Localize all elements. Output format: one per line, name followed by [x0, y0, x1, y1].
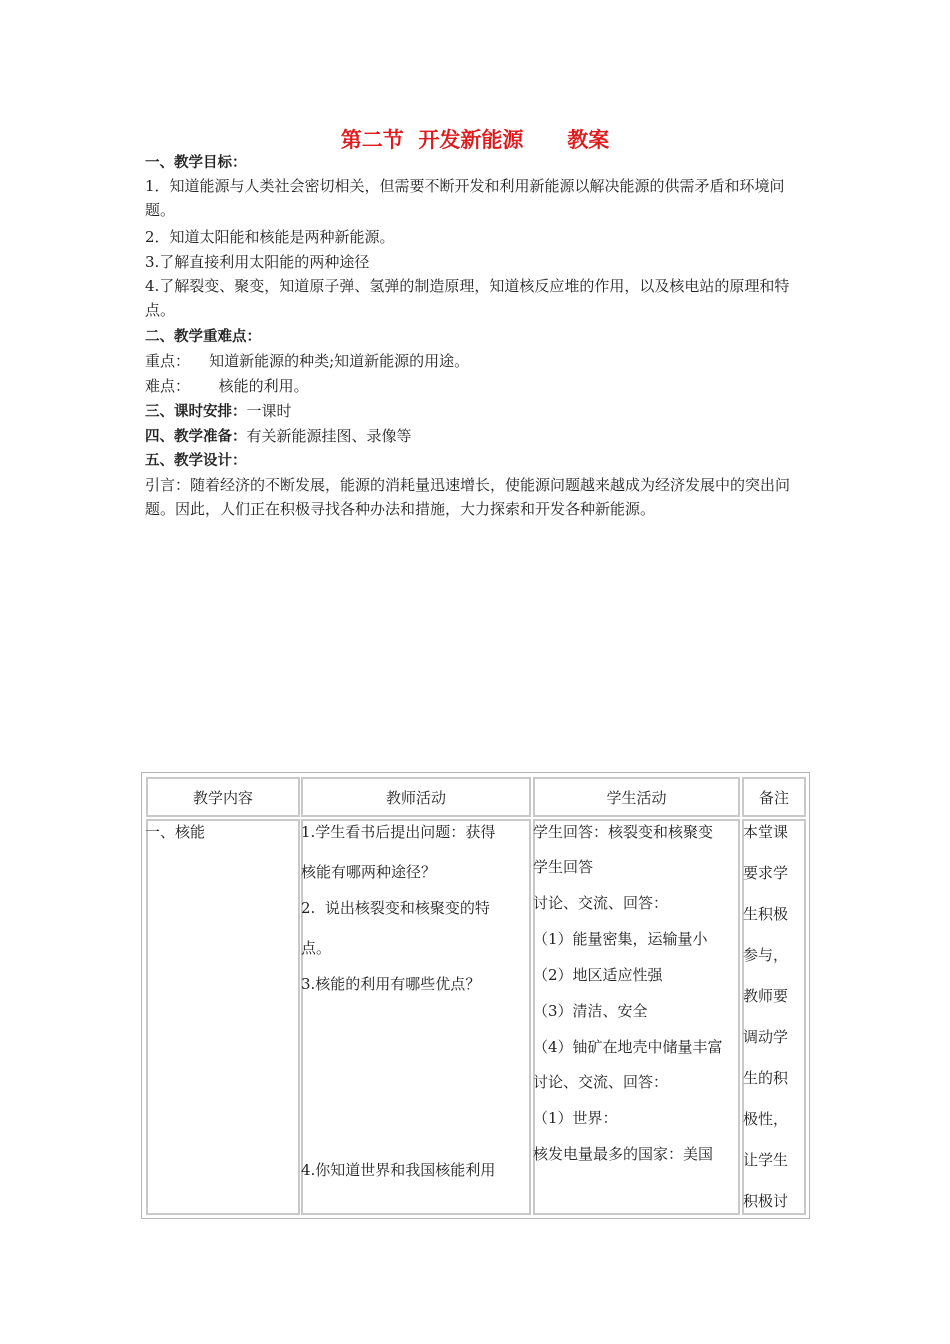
header-teacher: 教师活动: [301, 777, 531, 817]
notes-line: 调动学: [743, 1028, 789, 1046]
keypoints-heading: 二、教学重难点：: [145, 329, 261, 345]
difficult-point: 难点： 核能的利用。: [145, 377, 309, 395]
notes-line: 要求学: [743, 864, 789, 882]
student-line: 讨论、交流、回答：: [533, 894, 669, 912]
objective-2: 2．知道太阳能和核能是两种新能源。: [145, 228, 395, 246]
header-content: 教学内容: [146, 777, 300, 817]
notes-line: 参与，: [743, 946, 789, 964]
objective-4: 4.了解裂变、聚变，知道原子弹、氢弹的制造原理，知道核反应堆的作用，以及核电站的原理和特点。: [145, 277, 790, 319]
student-line: 学生回答: [533, 858, 594, 876]
teacher-line: 核能有哪两种途径？: [301, 863, 437, 881]
teacher-line: 4.你知道世界和我国核能利用: [301, 1161, 496, 1179]
teacher-line: 2. 说出核裂变和核聚变的特: [301, 899, 490, 917]
teacher-line: 1.学生看书后提出问题：获得: [301, 823, 496, 841]
prep-row: [145, 424, 412, 449]
lesson-table: [141, 772, 810, 1219]
notes-line: 极性，: [743, 1110, 789, 1128]
student-line: 核发电量最多的国家：美国: [533, 1145, 714, 1163]
content-cell: [146, 819, 300, 1215]
notes-line: 生积极: [743, 905, 789, 923]
key-point: 重点： 知道新能源的种类;知道新能源的用途。: [145, 352, 470, 370]
student-line: （1）能量密集，运输量小: [533, 930, 708, 948]
student-line: （3）清洁、安全: [533, 1002, 648, 1020]
header-student: 学生活动: [533, 777, 740, 817]
student-line: 讨论、交流、回答：: [533, 1073, 669, 1091]
design-heading: 五、教学设计：: [145, 453, 247, 469]
header-notes: 备注: [742, 777, 806, 817]
student-line: （4）铀矿在地壳中储量丰富: [533, 1038, 723, 1056]
notes-line: 让学生: [743, 1151, 789, 1169]
design-intro: 引言：随着经济的不断发展，能源的消耗量迅速增长，使能源问题越来越成为经济发展中的突出问题。因此，人们正在积极寻找各种办法和措施，大力探索和开发各种新能源。: [145, 476, 791, 518]
document-title: 第二节 开发新能源 教案: [340, 128, 610, 152]
objective-1: 1．知道能源与人类社会密切相关，但需要不断开发和利用新能源以解决能源的供需矛盾和环境问题。: [145, 177, 785, 219]
student-line: （1）世界：: [533, 1109, 618, 1127]
notes-line: 教师要: [743, 987, 789, 1005]
objectives-heading: 一、教学目标：: [145, 155, 247, 171]
objective-3: 3.了解直接利用太阳能的两种途径: [145, 253, 370, 271]
prep-value: 有关新能源挂图、录像等: [246, 427, 412, 445]
student-line: 学生回答：核裂变和核聚变: [533, 823, 714, 841]
teacher-line: 3.核能的利用有哪些优点？: [301, 975, 481, 993]
student-line: （2）地区适应性强: [533, 966, 663, 984]
notes-line: 本堂课: [743, 823, 789, 841]
notes-line: 积极讨: [743, 1192, 789, 1210]
notes-line: 生的积: [743, 1069, 789, 1087]
schedule-value: 一课时: [246, 402, 292, 420]
teacher-line: 点。: [301, 939, 332, 957]
prep-heading: 四、教学准备：: [145, 429, 247, 445]
schedule-row: [145, 399, 292, 424]
content-text: 一、核能: [145, 823, 206, 841]
schedule-heading: 三、课时安排：: [145, 404, 247, 420]
